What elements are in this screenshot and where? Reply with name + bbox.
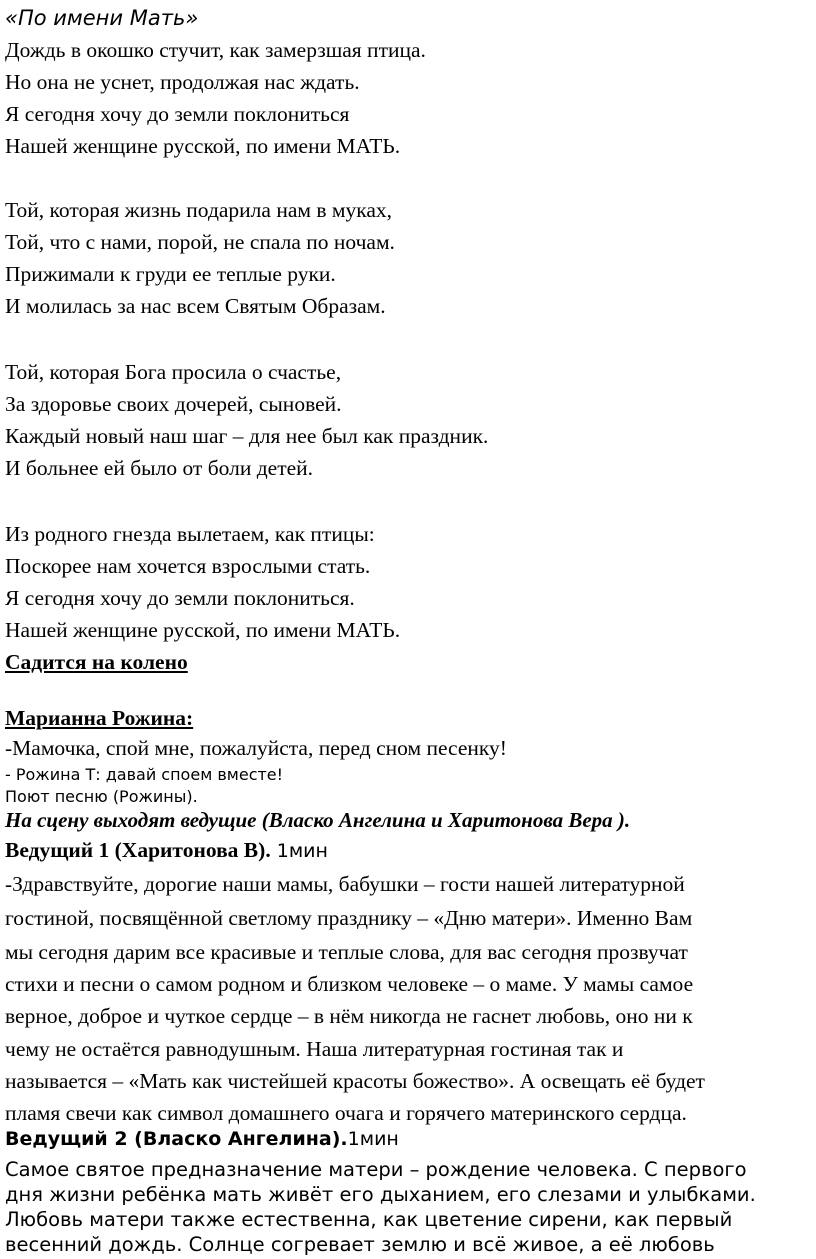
host1-line: чему не остаётся равнодушным. Наша литературная гостиная так и <box>5 1037 624 1061</box>
poem-line: Нашей женщине русской, по имени МАТЬ. <box>5 618 401 642</box>
poem-line: Той, что с нами, порой, не спала по ночам. <box>5 230 395 254</box>
host1-line: -Здравствуйте, дорогие наши мамы, бабушки – гости нашей литературной <box>5 872 685 896</box>
host1-line: стихи и песни о самом родном и близком человеке – о маме. У мамы самое <box>5 972 694 996</box>
host1-line: мы сегодня дарим все красивые и теплые слова, для вас сегодня прозвучат <box>5 940 688 964</box>
host1-line: пламя свечи как символ домашнего очага и горячего материнского сердца. <box>5 1101 687 1125</box>
poem-title: «По имени Мать» <box>5 6 199 30</box>
poem-line: Я сегодня хочу до земли поклониться. <box>5 586 355 610</box>
host2-line: Любовь матери также естественна, как цветение сирени, как первый <box>5 1208 733 1231</box>
poem-line: И молилась за нас всем Святым Образам. <box>5 294 386 318</box>
poem-line: Из родного гнезда вылетаем, как птицы: <box>5 522 375 546</box>
stage-direction: Садится на колено <box>5 650 188 674</box>
host1-time: 1мин <box>270 840 328 862</box>
poem-line: Дождь в окошко стучит, как замерзшая птица. <box>5 38 426 62</box>
poem-line: За здоровье своих дочерей, сыновей. <box>5 392 342 416</box>
poem-line: Каждый новый наш шаг – для нее был как праздник. <box>5 424 489 448</box>
stage-note: Поют песню (Рожины). <box>5 787 198 806</box>
host2-line: Самое святое предназначение матери – рождение человека. С первого <box>5 1158 747 1181</box>
host2-line: дня жизни ребёнка мать живёт его дыханием, его слезами и улыбками. <box>5 1183 756 1206</box>
host1-line: называется – «Мать как чистейшей красоты божество». А освещать её будет <box>5 1069 705 1093</box>
dialogue-line: -Мамочка, спой мне, пожалуйста, перед сном песенку! <box>5 736 507 760</box>
poem-line: Поскорее нам хочется взрослыми стать. <box>5 554 371 578</box>
poem-line: И больнее ей было от боли детей. <box>5 456 314 480</box>
poem-line: Прижимали к груди ее теплые руки. <box>5 262 336 286</box>
poem-line: Той, которая Бога просила о счастье, <box>5 360 342 384</box>
host2-header <box>5 1128 399 1150</box>
poem-line: Той, которая жизнь подарила нам в муках, <box>5 198 393 222</box>
host1-header <box>5 838 328 863</box>
poem-line: Нашей женщине русской, по имени МАТЬ. <box>5 134 401 158</box>
host1-name: Ведущий 1 (Харитонова В) <box>5 838 266 862</box>
host1-line: верное, доброе и чуткое сердце – в нём никогда не гаснет любовь, оно ни к <box>5 1004 693 1028</box>
poem-line: Но она не уснет, продолжая нас ждать. <box>5 70 360 94</box>
speaker-name: Марианна Рожина: <box>5 706 194 730</box>
host2-name: Ведущий 2 (Власко Ангелина) <box>5 1128 341 1150</box>
host2-line: весенний дождь. Солнце согревает землю и всё живое, а её любовь <box>5 1233 715 1256</box>
host1-line: гостиной, посвящённой светлому празднику – «Дню матери». Именно Вам <box>5 906 693 930</box>
stage-direction: На сцену выходят ведущие (Власко Ангелина и Харитонова Вера ). <box>5 808 631 832</box>
poem-line: Я сегодня хочу до земли поклониться <box>5 102 350 126</box>
dialogue-line: - Рожина Т: давай споем вместе! <box>5 765 284 784</box>
host2-time: 1мин <box>347 1128 399 1150</box>
host1-dot: . <box>265 838 271 862</box>
host2-dot: . <box>340 1128 348 1150</box>
